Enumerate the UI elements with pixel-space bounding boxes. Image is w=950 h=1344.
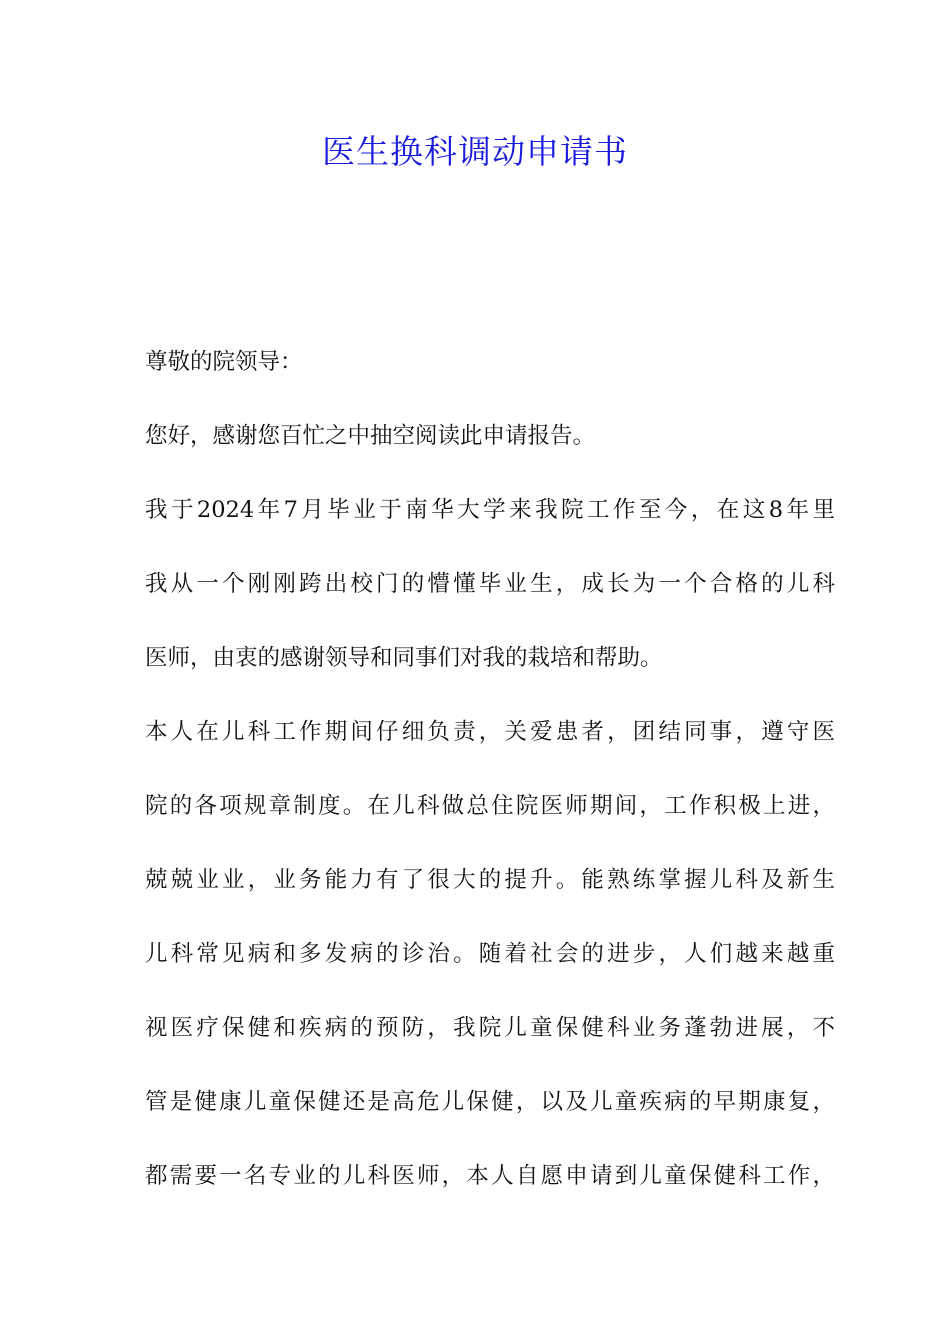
body-line: 管是健康儿童保健还是高危儿保健，以及儿童疾病的早期康复， bbox=[145, 1089, 835, 1115]
body-line: 院的各项规章制度。在儿科做总住院医师期间，工作积极上进， bbox=[145, 793, 835, 819]
document-title: 医生换科调动申请书 bbox=[322, 132, 628, 171]
body-line: 都需要一名专业的儿科医师，本人自愿申请到儿童保健科工作， bbox=[145, 1163, 835, 1189]
body-line: 本人在儿科工作期间仔细负责，关爱患者，团结同事，遵守医 bbox=[145, 719, 835, 745]
body-line: 儿科常见病和多发病的诊治。随着社会的进步，人们越来越重 bbox=[145, 941, 835, 967]
body-line: 兢兢业业，业务能力有了很大的提升。能熟练掌握儿科及新生 bbox=[145, 867, 835, 893]
body-line: 视医疗保健和疾病的预防，我院儿童保健科业务蓬勃进展，不 bbox=[145, 1015, 835, 1041]
body-line: 医师，由衷的感谢领导和同事们对我的栽培和帮助。 bbox=[145, 645, 663, 671]
salutation: 尊敬的院领导： bbox=[145, 349, 303, 375]
body-line: 我于2024年7月毕业于南华大学来我院工作至今，在这8年里 bbox=[145, 497, 835, 523]
body-line: 我从一个刚刚跨出校门的懵懂毕业生，成长为一个合格的儿科 bbox=[145, 571, 835, 597]
body-line: 您好，感谢您百忙之中抽空阅读此申请报告。 bbox=[145, 423, 596, 449]
